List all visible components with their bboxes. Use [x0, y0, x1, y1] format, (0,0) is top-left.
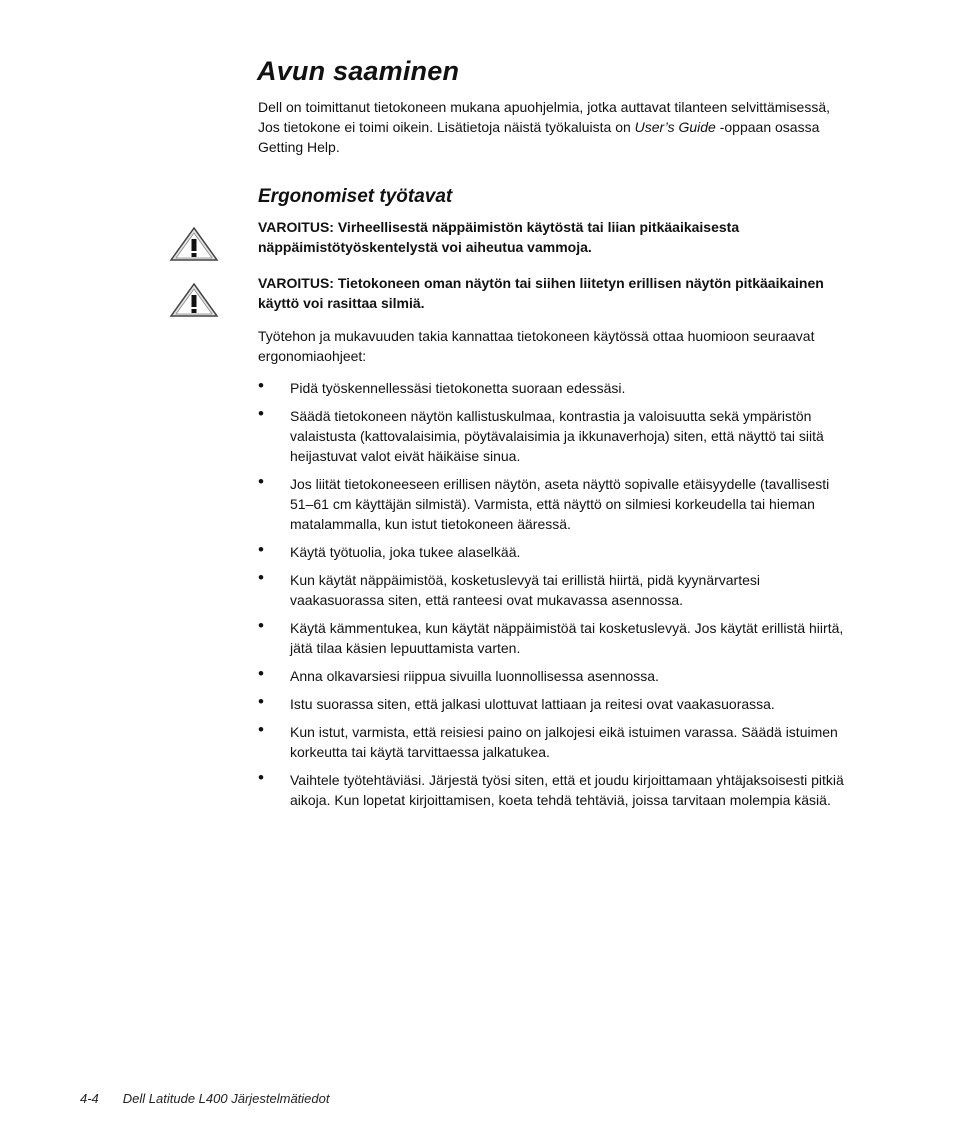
intro-text: Dell on toimittanut tietokoneen mukana apuohjelmia, jotka auttavat tilanteen selvittämisessä, Jos tietokone ei toimi oikein. Lisätietoja näistä työkaluista on	[258, 99, 830, 135]
list-item-text: Säädä tietokoneen näytön kallistuskulmaa, kontrastia ja valoisuutta sekä ympäristön valaistusta (kattovalaisimia, pöytävalaisimia ja ikkunaverhoja) siten, että näyttö tai siitä heijastuvat valot eivät häikäise sinua.	[290, 408, 824, 464]
section-title: Ergonomiset työtavat	[258, 186, 453, 207]
list-item	[258, 378, 848, 398]
ergonomics-intro: Työtehon ja mukavuuden takia kannattaa tietokoneen käytössä ottaa huomioon seuraavat ergonomiaohjeet:	[258, 328, 815, 364]
list-item	[258, 406, 848, 466]
page-number: 4-4	[80, 1091, 99, 1106]
intro-text-end: -oppaan osassa Getting Help.	[258, 119, 820, 155]
list-item	[258, 770, 848, 810]
page-title: Avun saaminen	[257, 56, 460, 86]
list-item	[258, 722, 848, 762]
list-item-text: Vaihtele työtehtäviäsi. Järjestä työsi siten, että et joudu kirjoittamaan yhtäjaksoisesti pitkiä aikoja. Kun lopetat kirjoittamisen, koeta tehdä tehtäviä, joissa tarvitaan molempia käsiä.	[290, 772, 844, 808]
bullet-icon: •	[258, 720, 264, 739]
list-item	[258, 570, 848, 610]
intro-paragraph	[258, 97, 838, 157]
bullet-icon: •	[258, 568, 264, 587]
bullet-icon: •	[258, 664, 264, 683]
list-item-text: Kun käytät näppäimistöä, kosketuslevyä tai erillistä hiirtä, pidä kyynärvartesi vaakasuorassa siten, että ranteesi ovat mukavassa asennossa.	[290, 572, 760, 608]
bullet-icon: •	[258, 692, 264, 711]
list-item-text: Käytä työtuolia, joka tukee alaselkää.	[290, 544, 521, 560]
page-footer	[80, 1091, 329, 1106]
list-item	[258, 694, 848, 714]
list-item	[258, 542, 848, 562]
users-guide-reference: User’s Guide	[634, 119, 716, 135]
list-item-text: Anna olkavarsiesi riippua sivuilla luonnollisessa asennossa.	[290, 668, 659, 684]
list-item-text: Kun istut, varmista, että reisiesi paino on jalkojesi eikä istuimen varassa. Säädä istuimen korkeutta tai käytä tarvittaessa jalkatukea.	[290, 724, 838, 760]
list-item	[258, 618, 848, 658]
list-item-text: Istu suorassa siten, että jalkasi ulottuvat lattiaan ja reitesi ovat vaakasuorassa.	[290, 696, 775, 712]
footer-document-title: Dell Latitude L400 Järjestelmätiedot	[122, 1091, 330, 1106]
bullet-icon: •	[258, 540, 264, 559]
warning-text-display: VAROITUS: Tietokoneen oman näytön tai siihen liitetyn erillisen näytön pitkäaikainen käyttö voi rasittaa silmiä.	[258, 275, 824, 311]
warning-triangle-icon	[169, 226, 219, 262]
warning-triangle-icon	[169, 282, 219, 318]
bullet-icon: •	[258, 768, 264, 787]
list-item-text: Käytä kämmentukea, kun käytät näppäimistöä tai kosketuslevyä. Jos käytät erillistä hiirtä, jätä tilaa käsien lepuuttamista varten.	[290, 620, 844, 656]
list-item-text: Pidä työskennellessäsi tietokonetta suoraan edessäsi.	[290, 380, 626, 396]
warning-text-keyboard: VAROITUS: Virheellisestä näppäimistön käytöstä tai liian pitkäaikaisesta näppäimistötyöskentelystä voi aiheutua vammoja.	[258, 219, 740, 255]
bullet-icon: •	[258, 404, 264, 423]
list-item	[258, 666, 848, 686]
ergonomics-list	[258, 378, 848, 818]
bullet-icon: •	[258, 472, 264, 491]
bullet-icon: •	[258, 616, 264, 635]
list-item-text: Jos liität tietokoneeseen erillisen näytön, aseta näyttö sopivalle etäisyydelle (tavallisesti 51–61 cm käyttäjän silmistä). Varmista, että näyttö on silmiesi korkeudella tai hieman matalammalla, kun istut tietokoneen ääressä.	[290, 476, 830, 532]
list-item	[258, 474, 848, 534]
bullet-icon: •	[258, 376, 264, 395]
